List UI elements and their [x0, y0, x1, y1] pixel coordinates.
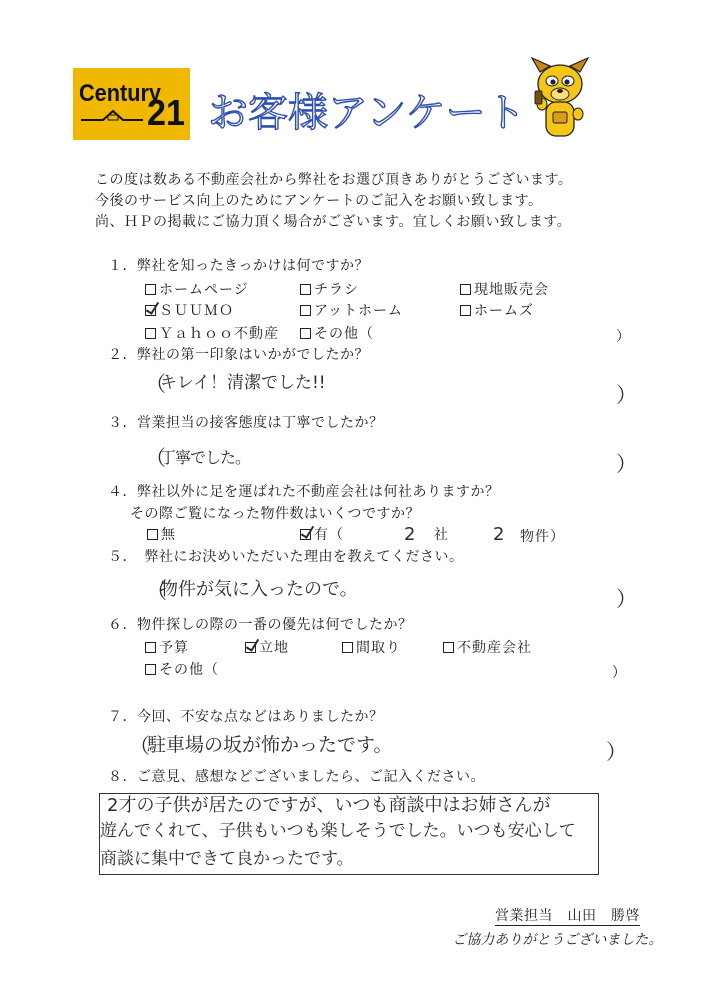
option-yes[interactable] [300, 527, 344, 543]
checkbox[interactable] [145, 664, 156, 675]
option-other[interactable] [145, 662, 219, 678]
option-none[interactable] [147, 527, 176, 543]
option-suumo[interactable] [145, 303, 234, 319]
properties-unit: 物件） [520, 529, 565, 545]
answer-open-paren: （ [145, 372, 166, 396]
option-athome[interactable] [300, 303, 403, 319]
option-label: 間取り [356, 640, 401, 656]
answer-field-q3[interactable]: 丁寧でした。 [160, 448, 251, 467]
answer-close-paren: ） [606, 740, 627, 764]
survey-title: お客様アンケート [208, 90, 526, 136]
checkbox[interactable] [443, 642, 454, 653]
intro-line: 今後のサービス向上のためにアンケートのご記入をお願い致します。 [95, 193, 543, 209]
option-label: 不動産会社 [457, 640, 532, 656]
question-7-label: ７．今回、不安な点などはありましたか？ [108, 709, 384, 725]
question-3-label: ３．営業担当の接客態度は丁寧でしたか？ [108, 415, 384, 431]
option-floor-plan[interactable] [342, 640, 401, 656]
option-budget[interactable] [145, 640, 189, 656]
option-label: ホームズ [474, 303, 534, 319]
question-8-label: ８．ご意見、感想などございましたら、ご記入ください。 [108, 769, 485, 785]
other-close-paren: ） [616, 329, 631, 345]
option-agency[interactable] [443, 640, 532, 656]
century21-logo [73, 68, 190, 140]
option-homes[interactable] [460, 303, 534, 319]
option-homepage[interactable] [145, 282, 249, 298]
question-5-label: ５． 弊社にお決めいただいた理由を教えてください。 [108, 549, 464, 565]
question-4-sublabel: その際ご覧になった物件数はいくつですか？ [130, 506, 420, 522]
other-close-paren: ） [612, 665, 627, 681]
dog-mascot-icon [526, 56, 594, 142]
checkbox[interactable] [300, 284, 311, 295]
answer-open-paren: （ [145, 446, 166, 470]
logo-number-text: 21 [147, 92, 185, 133]
intro-line: この度は数ある不動産会社から弊社をお選び頂きありがとうございます。 [95, 172, 573, 188]
checkbox[interactable] [145, 642, 156, 653]
checkbox[interactable] [145, 284, 156, 295]
option-location[interactable] [245, 640, 289, 656]
comment-line: 商談に集中できて良かったです。 [100, 849, 354, 869]
option-yahoo-realestate[interactable] [145, 326, 279, 342]
option-label: その他（ [314, 326, 374, 342]
question-2-label: ２．弊社の第一印象はいかがでしたか？ [108, 347, 369, 363]
option-label: ホームページ [159, 282, 249, 298]
answer-close-paren: ） [616, 452, 637, 476]
question-1-label: １．弊社を知ったきっかけは何ですか？ [108, 258, 369, 274]
companies-unit: 社 [434, 527, 449, 543]
checkbox[interactable] [460, 305, 471, 316]
question-6-label: ６．物件探しの際の一番の優先は何でしたか？ [108, 617, 413, 633]
option-flyer[interactable] [300, 282, 359, 298]
sales-rep-signature: 営業担当 山田 勝啓 [495, 908, 640, 924]
checkbox[interactable] [460, 284, 471, 295]
checkbox[interactable] [300, 529, 311, 540]
option-label: 無 [161, 527, 176, 543]
option-label: 予算 [159, 640, 189, 656]
option-label: Ｙａｈｏｏ不動産 [159, 326, 279, 342]
option-label: 現地販売会 [474, 282, 549, 298]
option-label: アットホーム [314, 303, 404, 319]
checkbox[interactable] [147, 529, 158, 540]
option-label: チラシ [314, 282, 359, 298]
properties-count-field[interactable]: 2 [493, 524, 505, 545]
checkbox[interactable] [245, 642, 256, 653]
question-4-label: ４．弊社以外に足を運ばれた不動産会社は何社ありますか？ [108, 484, 500, 500]
option-label: その他（ [159, 662, 219, 678]
checkbox[interactable] [342, 642, 353, 653]
option-other[interactable] [300, 326, 374, 342]
answer-field-q7[interactable]: 駐車場の坂が怖かったです。 [147, 734, 393, 756]
comment-line: 遊んでくれて、子供もいつも楽しそうでした。いつも安心して [100, 821, 576, 841]
option-label: 立地 [259, 640, 289, 656]
option-label: ＳＵＵＭＯ [159, 303, 234, 319]
option-onsite-sale[interactable] [460, 282, 549, 298]
intro-line: 尚、ＨＰの掲載にご協力頂く場合がございます。宜しくお願い致します。 [95, 214, 572, 230]
checkbox[interactable] [145, 328, 156, 339]
answer-close-paren: ） [616, 587, 637, 611]
companies-count-field[interactable]: 2 [404, 524, 416, 545]
answer-field-q2[interactable]: キレイ！清潔でした!! [160, 373, 326, 393]
thank-you-note: ご協力ありがとうございました。 [451, 932, 665, 948]
option-label: 有（ [314, 527, 344, 543]
answer-open-paren: （ [146, 579, 167, 603]
answer-close-paren: ） [616, 383, 637, 407]
checkbox[interactable] [300, 328, 311, 339]
checkbox[interactable] [145, 305, 156, 316]
comment-line: 2才の子供が居たのですが、いつも商談中はお姉さんが [107, 795, 551, 816]
answer-field-q5[interactable]: 物件が気に入ったので。 [160, 579, 358, 600]
answer-open-paren: （ [129, 734, 150, 758]
logo-brand-text: Century [79, 80, 162, 107]
checkbox[interactable] [300, 305, 311, 316]
